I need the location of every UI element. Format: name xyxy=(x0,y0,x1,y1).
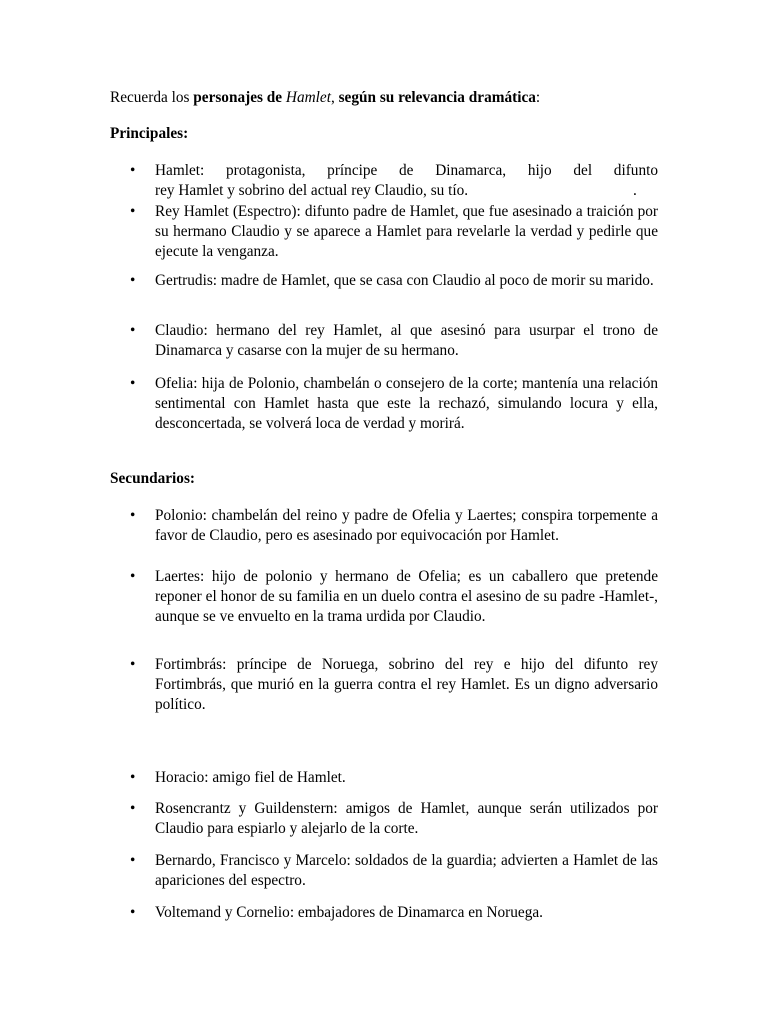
list-item-rosencrantz-guildenstern: • Rosencrantz y Guildenstern: amigos de Hamlet, aunque serán utilizados por Claudio para espiarlo y alejarlo de la corte. xyxy=(155,799,658,839)
intro-bold-characters: personajes de xyxy=(193,89,286,106)
hamlet-line-2-text: rey Hamlet y sobrino del actual rey Claudio, su tío. xyxy=(155,182,469,199)
heading-secundarios: Secundarios: xyxy=(110,470,195,487)
hamlet-stray-dot: . xyxy=(633,182,637,199)
list-item-rey-hamlet: • Rey Hamlet (Espectro): difunto padre de Hamlet, que fue asesinado a traición por su hermano Claudio y se aparece a Hamlet para revelarle la verdad y pedirle que ejecute la venganza. xyxy=(155,202,658,262)
list-item-horacio: • Horacio: amigo fiel de Hamlet. xyxy=(155,768,658,788)
list-item-ofelia: • Ofelia: hija de Polonio, chambelán o consejero de la corte; mantenía una relación sentimental con Hamlet hasta que este la rechazó, simulando locura y ella, desconcertada, se volverá loca de verdad y morirá. xyxy=(155,374,658,434)
list-item-polonio: • Polonio: chambelán del reino y padre de Ofelia y Laertes; conspira torpemente a favor de Claudio, pero es asesinado por equivocación por Hamlet. xyxy=(155,506,658,546)
intro-colon: : xyxy=(535,89,541,106)
heading-principales: Principales: xyxy=(110,125,189,142)
intro-italic-title: Hamlet xyxy=(285,89,331,106)
intro-sentence xyxy=(110,88,670,108)
list-item-laertes: • Laertes: hijo de polonio y hermano de Ofelia; es un caballero que pretende reponer el honor de su familia en un duelo contra el asesino de su padre -Hamlet-, aunque se ve envuelto en la trama urdida por Claudio. xyxy=(155,567,658,627)
intro-comma: , xyxy=(330,89,339,106)
hamlet-line-2 xyxy=(155,181,658,201)
list-item-fortimbras: • Fortimbrás: príncipe de Noruega, sobrino del rey e hijo del difunto rey Fortimbrás, que murió en la guerra contra el rey Hamlet. Es un digno adversario político. xyxy=(155,655,658,715)
hamlet-line-1: • Hamlet: protagonista, príncipe de Dinamarca, hijo del difunto xyxy=(155,162,658,179)
list-item-gertrudis: • Gertrudis: madre de Hamlet, que se casa con Claudio al poco de morir su marido. xyxy=(155,271,658,291)
list-item-guardia: • Bernardo, Francisco y Marcelo: soldados de la guardia; advierten a Hamlet de las apariciones del espectro. xyxy=(155,851,658,891)
intro-bold-relevance: según su relevancia dramática xyxy=(338,89,536,106)
list-item-voltemand-cornelio: • Voltemand y Cornelio: embajadores de Dinamarca en Noruega. xyxy=(155,903,658,923)
list-item-claudio: • Claudio: hermano del rey Hamlet, al que asesinó para usurpar el trono de Dinamarca y casarse con la mujer de su hermano. xyxy=(155,321,658,361)
list-item-hamlet xyxy=(155,161,658,201)
intro-text: Recuerda los xyxy=(110,89,194,106)
